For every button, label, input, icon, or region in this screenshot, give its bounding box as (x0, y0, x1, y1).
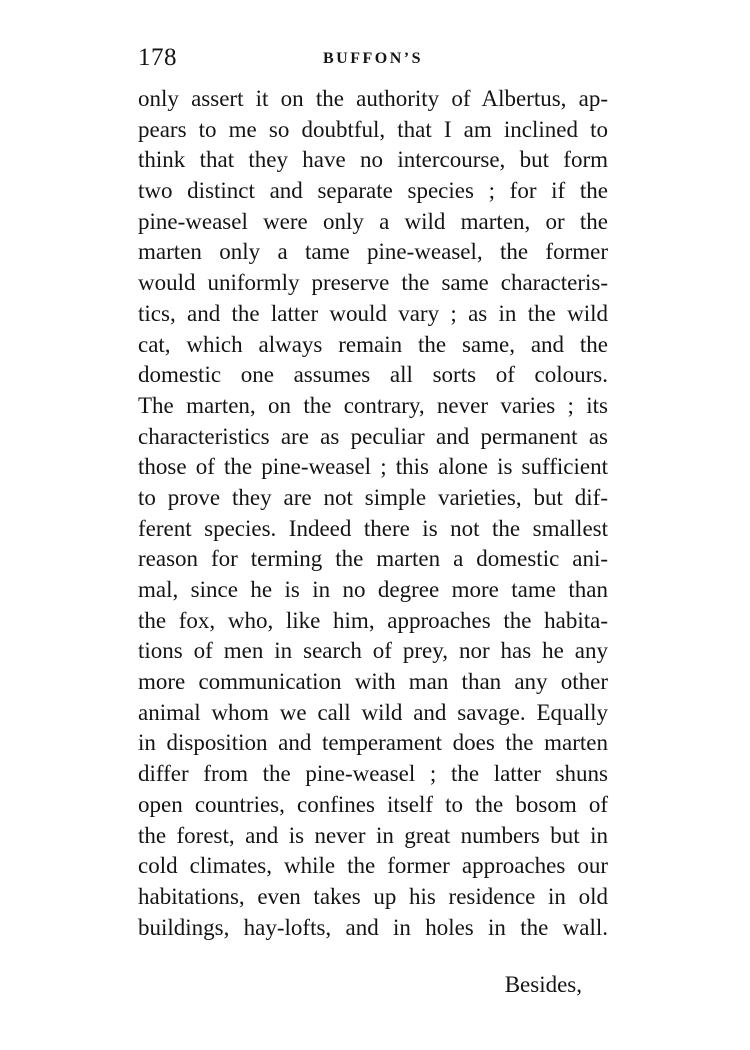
text-line: buildings, hay-lofts, and in holes in the wall. (138, 914, 608, 940)
text-line: in disposition and temperament does the marten (138, 730, 608, 756)
running-title: BUFFON’S (323, 50, 423, 67)
text-line: marten only a tame pine-weasel, the former (138, 239, 608, 265)
text-line: ferent species. Indeed there is not the smallest (138, 515, 608, 541)
text-line: differ from the pine-weasel ; the latter shuns (138, 761, 608, 787)
body-text (138, 84, 608, 943)
text-line: to prove they are not simple varieties, but dif- (138, 484, 608, 510)
text-line: The marten, on the contrary, never varies ; its (138, 392, 608, 418)
text-line: pears to me so doubtful, that I am inclined to (138, 116, 608, 142)
text-line: those of the pine-weasel ; this alone is sufficient (138, 454, 608, 480)
text-line: habitations, even takes up his residence in old (138, 883, 608, 909)
text-line: tics, and the latter would vary ; as in the wild (138, 300, 608, 326)
text-line: two distinct and separate species ; for if the (138, 178, 608, 204)
page-number: 178 (138, 44, 177, 71)
text-line: more communication with man than any other (138, 669, 608, 695)
running-head (138, 44, 608, 74)
text-line: cat, which always remain the same, and the (138, 331, 608, 357)
text-line: pine-weasel were only a wild marten, or the (138, 208, 608, 234)
text-line: domestic one assumes all sorts of colours. (138, 362, 608, 388)
text-line: think that they have no intercourse, but form (138, 147, 608, 173)
text-line: only assert it on the authority of Albertus, ap- (138, 86, 608, 111)
catchword: Besides, (504, 972, 582, 997)
text-line: characteristics are as peculiar and permanent as (138, 423, 608, 449)
text-line: would uniformly preserve the same characteris- (138, 270, 608, 296)
text-line: cold climates, while the former approaches our (138, 853, 608, 879)
text-line: animal whom we call wild and savage. Equally (138, 699, 608, 725)
text-line: the forest, and is never in great numbers but in (138, 822, 608, 848)
text-line: open countries, confines itself to the bosom of (138, 791, 608, 817)
text-line: mal, since he is in no degree more tame than (138, 577, 608, 602)
text-line: the fox, who, like him, approaches the habita- (138, 607, 608, 633)
text-line: reason for terming the marten a domestic ani- (138, 546, 608, 572)
text-line: tions of men in search of prey, nor has he any (138, 638, 608, 664)
